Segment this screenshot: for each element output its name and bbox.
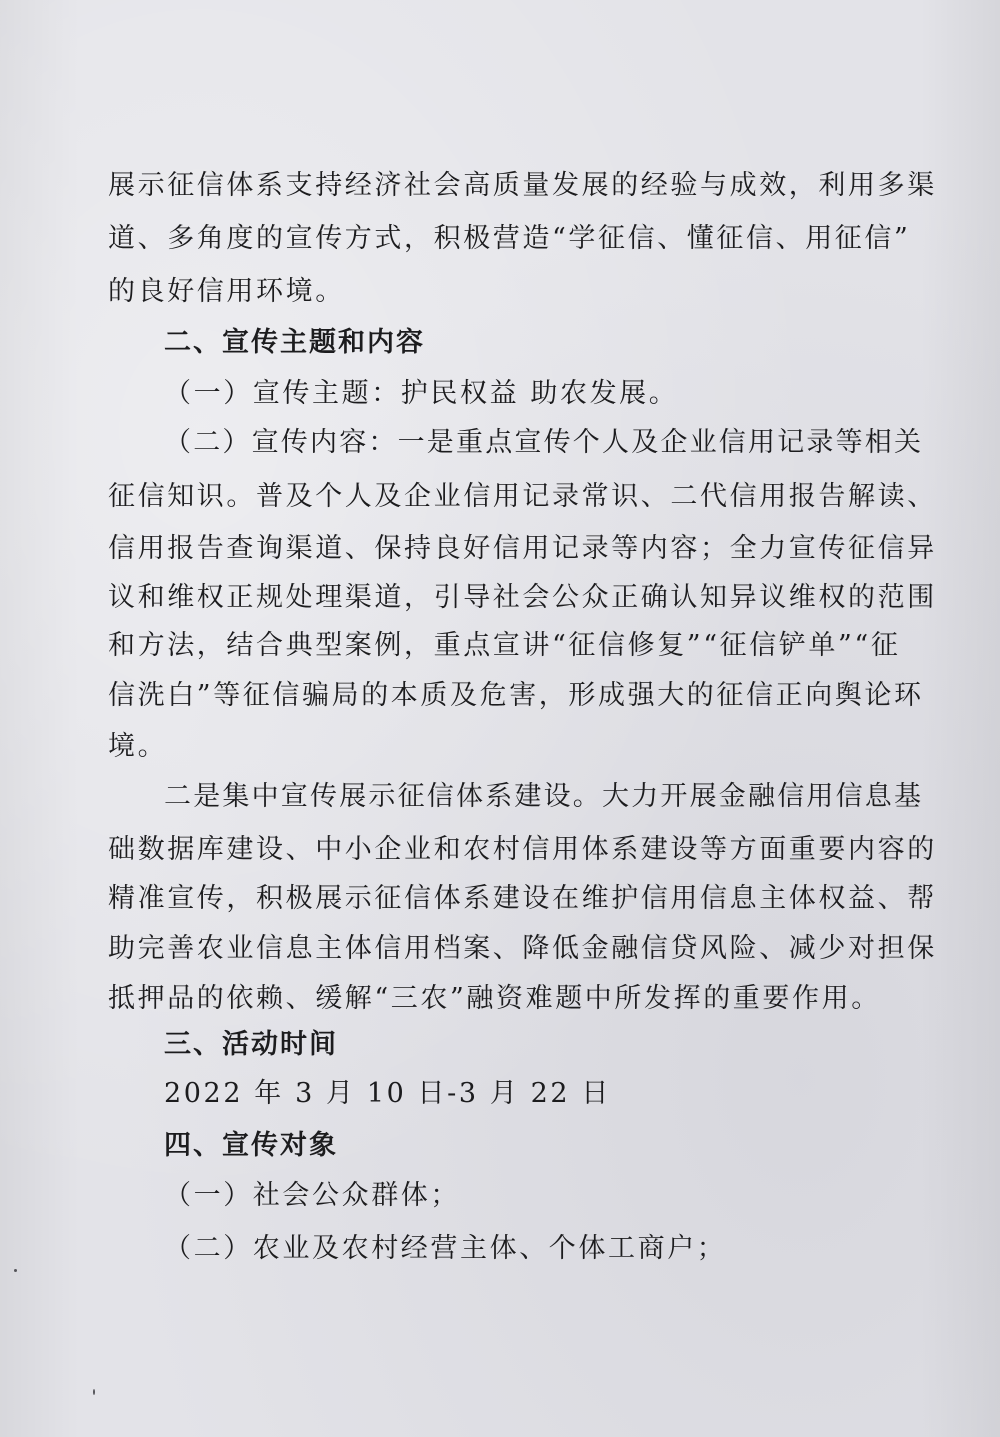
paragraph-line: 征信知识。普及个人及企业信用记录常识、二代信用报告解读、 — [108, 481, 937, 512]
list-item: （一）社会公众群体； — [164, 1180, 460, 1211]
paper-speck — [14, 1269, 17, 1272]
paragraph-line: 二是集中宣传展示征信体系建设。大力开展金融信用信息基 — [164, 781, 924, 812]
paragraph-line: 道、多角度的宣传方式，积极营造“学征信、懂征信、用征信” — [108, 223, 911, 254]
paragraph-line: 信洗白”等征信骗局的本质及危害，形成强大的征信正向舆论环 — [108, 680, 924, 711]
paragraph-line: 精准宣传，积极展示征信体系建设在维护信用信息主体权益、帮 — [108, 883, 937, 914]
paragraph-line: 和方法，结合典型案例，重点宣讲“征信修复”“征信铲单”“征 — [108, 630, 901, 661]
date-range-line: 2022 年 3 月 10 日-3 月 22 日 — [164, 1078, 611, 1109]
section-heading-4: 四、宣传对象 — [164, 1130, 338, 1161]
paragraph-line: 议和维权正规处理渠道，引导社会公众正确认知异议维权的范围 — [108, 582, 937, 613]
section-heading-3: 三、活动时间 — [164, 1029, 338, 1060]
paragraph-line: 助完善农业信息主体信用档案、降低金融信贷风险、减少对担保 — [108, 933, 937, 964]
paragraph-line: 础数据库建设、中小企业和农村信用体系建设等方面重要内容的 — [108, 834, 937, 865]
paragraph-line: （二）宣传内容：一是重点宣传个人及企业信用记录等相关 — [164, 427, 924, 458]
paragraph-line: （一）宣传主题：护民权益 助农发展。 — [164, 378, 679, 409]
paragraph-line: 抵押品的依赖、缓解“三农”融资难题中所发挥的重要作用。 — [108, 983, 881, 1014]
list-item: （二）农业及农村经营主体、个体工商户； — [164, 1233, 727, 1264]
paragraph-line: 的良好信用环境。 — [108, 276, 345, 307]
paragraph-line: 展示征信体系支持经济社会高质量发展的经验与成效，利用多渠 — [108, 170, 937, 201]
section-heading-2: 二、宣传主题和内容 — [164, 327, 425, 358]
paragraph-line: 信用报告查询渠道、保持良好信用记录等内容；全力宣传征信异 — [108, 533, 937, 564]
paragraph-line: 境。 — [108, 731, 168, 762]
paper-speck — [93, 1389, 95, 1395]
